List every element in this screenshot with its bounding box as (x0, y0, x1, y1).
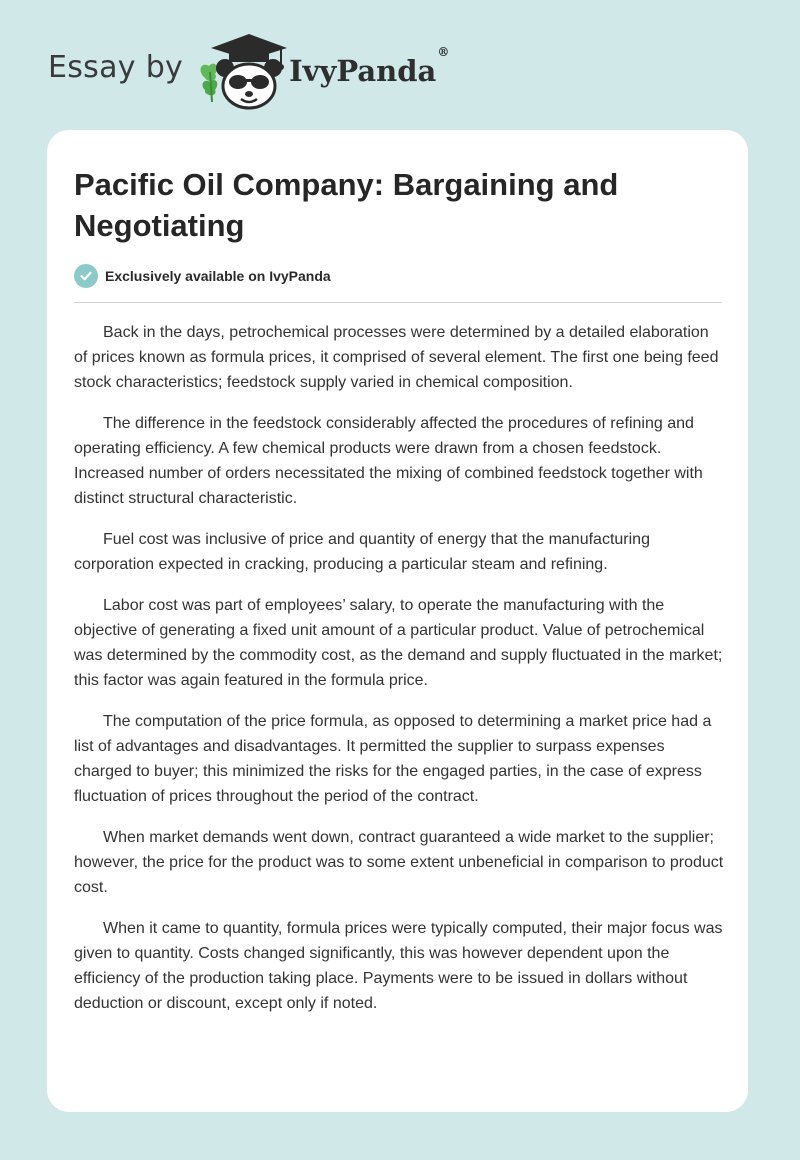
paragraph: When it came to quantity, formula prices were typically computed, their major focus was given to quantity. Costs changed significantly, this was however dependent upon the efficiency of the production taking place. Payments were to be issued in dollars without deduction or discount, except only if noted. (74, 920, 723, 1012)
divider (74, 302, 722, 303)
essay-body (74, 320, 724, 1032)
ivypanda-logo-icon[interactable] (195, 32, 287, 112)
exclusive-badge-text: Exclusively available on IvyPanda (105, 268, 331, 284)
essay-by-label: Essay by (48, 49, 184, 85)
paragraph: The computation of the price formula, as opposed to determining a market price had a list of advantages and disadvantages. It permitted the supplier to surpass expenses charged to buyer; this minimized the risks for the engaged parties, in the case of express fluctuation of prices throughout the period of the contract. (74, 713, 712, 805)
paragraph: The difference in the feedstock considerably affected the procedures of refining and operating efficiency. A few chemical products were drawn from a chosen feedstock. Increased number of orders necessitated the mixing of combined feedstock together with distinct structural characteristic. (74, 415, 703, 507)
brand-name-text: IvyPanda (289, 54, 437, 88)
paragraph: When market demands went down, contract guaranteed a wide market to the supplier; however, the price for the product was to some extent unbeneficial in comparison to product cost. (74, 829, 724, 896)
site-header (48, 32, 548, 112)
paragraph: Labor cost was part of employees’ salary, to operate the manufacturing with the objective of generating a fixed unit amount of a particular product. Value of petrochemical was determined by the commodity cost, as the demand and supply fluctuated in the market; this factor was again featured in the formula price. (74, 597, 723, 689)
exclusive-badge (74, 264, 331, 288)
check-icon (74, 264, 98, 288)
brand-name[interactable] (289, 45, 450, 88)
paragraph: Fuel cost was inclusive of price and quantity of energy that the manufacturing corporation expected in cracking, producing a particular steam and refining. (74, 531, 650, 573)
paragraph: Back in the days, petrochemical processes were determined by a detailed elaboration of prices known as formula prices, it comprised of several element. The first one being feed stock characteristics; feedstock supply varied in chemical composition. (74, 324, 719, 391)
essay-card (47, 130, 748, 1112)
page-title: Pacific Oil Company: Bargaining and Negotiating (74, 167, 619, 243)
registered-mark: ® (437, 45, 450, 60)
